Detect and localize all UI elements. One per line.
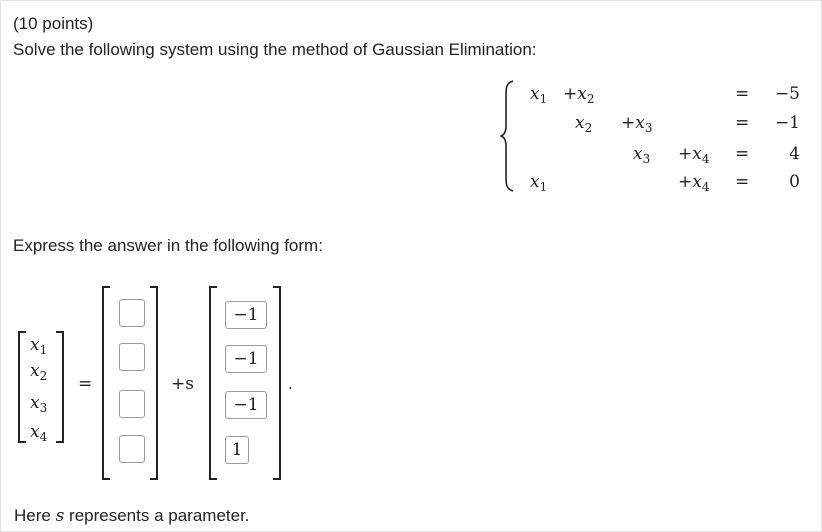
eq-row2-term2 (575, 113, 592, 133)
eq-row4-term4 (678, 172, 709, 192)
eq-row2-equals: = (735, 113, 750, 133)
eq-row4-term1 (530, 172, 547, 192)
var-x1 (30, 335, 47, 355)
plus-s-term (171, 374, 194, 394)
term-symbol: +x (678, 172, 702, 192)
term-symbol: +x (621, 113, 645, 133)
var-symbol: x (30, 393, 40, 413)
particular-input-4[interactable] (119, 435, 145, 463)
term-subscript: 1 (539, 92, 548, 106)
period: . (288, 374, 293, 393)
var-x4 (30, 422, 47, 442)
particular-input-1[interactable] (119, 299, 145, 327)
direction-value-1[interactable]: −1 (225, 301, 267, 329)
particular-input-2[interactable] (119, 343, 145, 371)
direction-value-2[interactable]: −1 (225, 345, 267, 373)
term-subscript: 3 (642, 152, 651, 166)
eq-row2-rhs: −1 (774, 113, 800, 133)
var-subscript: 4 (39, 430, 48, 444)
term-subscript: 1 (539, 180, 548, 194)
particular-right-bracket (150, 286, 158, 480)
var-x2 (30, 361, 47, 381)
form-prompt: Express the answer in the following form: (13, 236, 323, 255)
eq-row3-term4 (678, 144, 709, 164)
eq-row1-term2 (563, 84, 594, 104)
var-symbol: x (30, 335, 40, 355)
term-subscript: 4 (701, 152, 710, 166)
plus-s-label: +s (171, 374, 194, 394)
direction-right-bracket (273, 286, 281, 480)
var-subscript: 2 (39, 369, 48, 383)
term-symbol: x (530, 84, 540, 104)
var-vector-left-bracket (18, 331, 26, 443)
footer-note (14, 506, 250, 526)
direction-left-bracket (209, 286, 217, 480)
var-subscript: 1 (39, 343, 48, 357)
var-vector-right-bracket (56, 331, 64, 443)
instruction-text: Solve the following system using the method of Gaussian Elimination: (13, 40, 537, 59)
eq-row4-equals: = (735, 172, 750, 192)
eq-row1-term1 (530, 84, 547, 104)
left-brace (500, 80, 514, 192)
footer-here: Here (14, 506, 56, 525)
term-symbol: +x (678, 144, 702, 164)
footer-rest: represents a parameter. (64, 506, 250, 525)
term-symbol: x (530, 172, 540, 192)
var-x3 (30, 393, 47, 413)
term-subscript: 2 (586, 92, 595, 106)
eq-row1-rhs: −5 (774, 84, 800, 104)
particular-input-3[interactable] (119, 390, 145, 418)
direction-value-4[interactable]: 1 (225, 436, 249, 464)
eq-row2-term3 (621, 113, 652, 133)
footer-s: s (55, 506, 65, 526)
var-subscript: 3 (39, 401, 48, 415)
var-symbol: x (30, 361, 40, 381)
eq-row3-rhs: 4 (789, 144, 800, 164)
points-label: (10 points) (13, 14, 94, 33)
direction-value-3[interactable]: −1 (225, 391, 267, 419)
eq-row3-term3 (633, 144, 650, 164)
var-symbol: x (30, 422, 40, 442)
term-subscript: 4 (701, 180, 710, 194)
term-symbol: x (575, 113, 585, 133)
eq-row1-equals: = (735, 84, 750, 104)
equals-sign: = (78, 374, 93, 394)
term-symbol: +x (563, 84, 587, 104)
eq-row3-equals: = (735, 144, 750, 164)
particular-left-bracket (102, 286, 110, 480)
term-subscript: 2 (584, 121, 593, 135)
eq-row4-rhs: 0 (789, 172, 800, 192)
term-subscript: 3 (644, 121, 653, 135)
term-symbol: x (633, 144, 643, 164)
